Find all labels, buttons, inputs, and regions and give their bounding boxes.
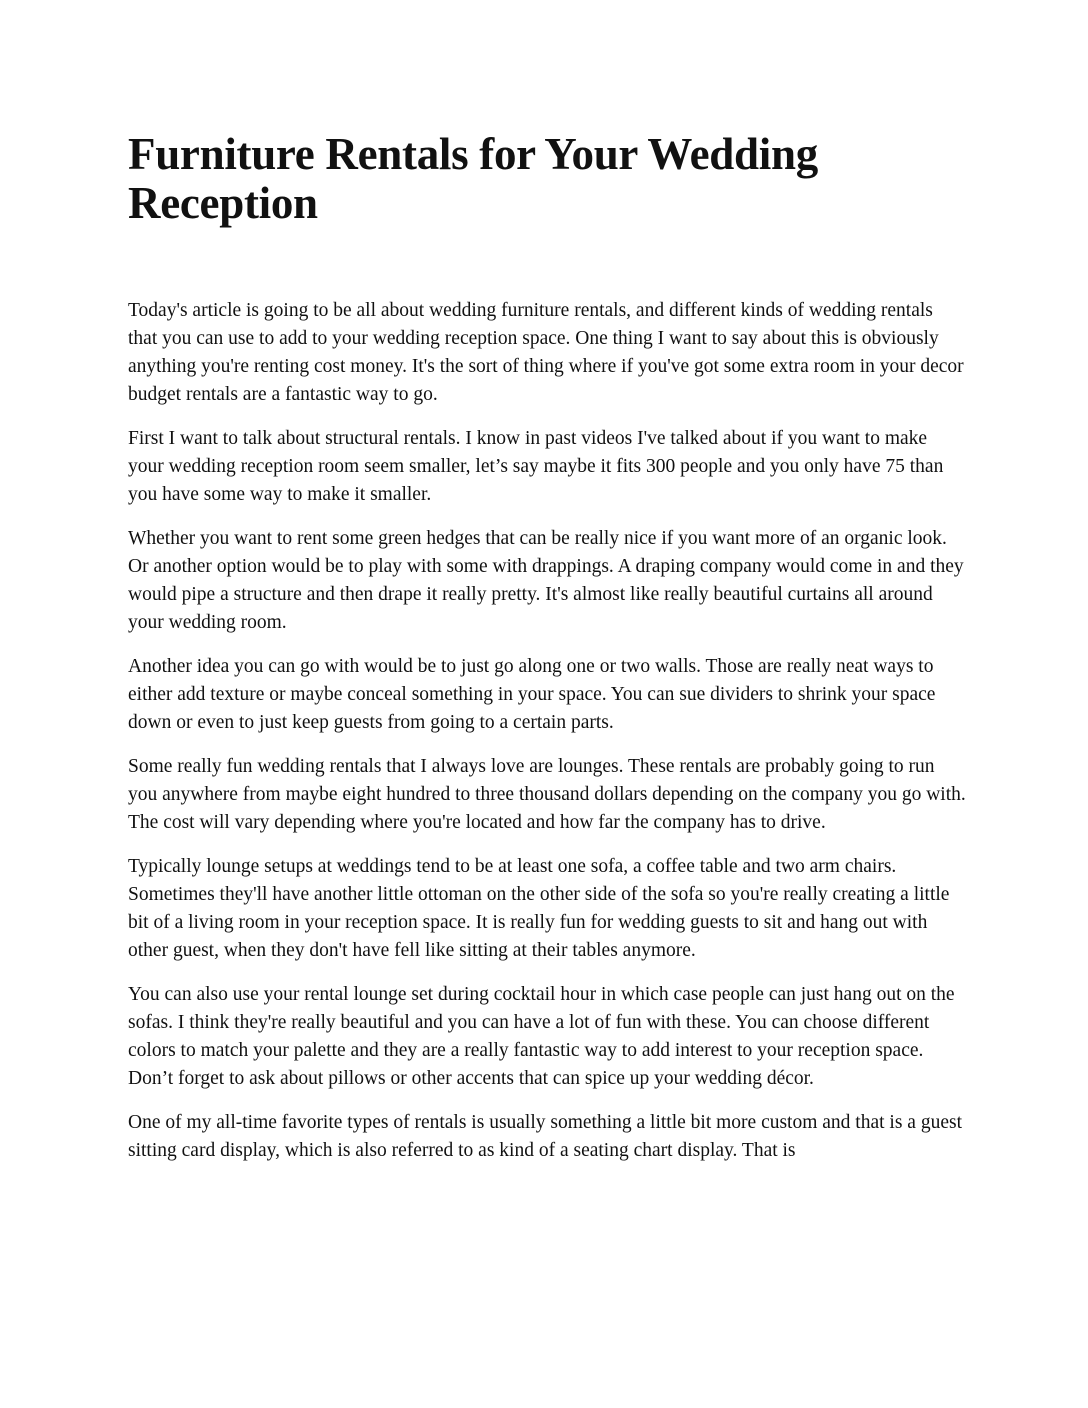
paragraph-1: Today's article is going to be all about wedding furniture rentals, and different kinds of wedding rentals that you can use to add to your wedding reception space. One thing I want to say about this is obviously anything you're renting cost money. It's the sort of thing where if you've got some extra room in your decor budget rentals are a fantastic way to go. [128, 300, 964, 405]
paragraph-7: You can also use your rental lounge set during cocktail hour in which case people can just hang out on the sofas. I think they're really beautiful and you can have a lot of fun with these. You can choose different colors to match your palette and they are a really fantastic way to add interest to your reception space. Don’t forget to ask about pillows or other accents that can spice up your wedding décor. [128, 984, 955, 1089]
document-title: Furniture Rentals for Your Wedding Reception [128, 129, 818, 228]
paragraph-4: Another idea you can go with would be to just go along one or two walls. Those are really neat ways to either add texture or maybe conceal something in your space. You can sue dividers to shrink your space down or even to just keep guests from going to a certain parts. [128, 656, 936, 733]
paragraph-8: One of my all-time favorite types of rentals is usually something a little bit more custom and that is a guest sitting card display, which is also referred to as kind of a seating chart display. That is [128, 1112, 962, 1161]
paragraph-6: Typically lounge setups at weddings tend to be at least one sofa, a coffee table and two arm chairs. Sometimes they'll have another little ottoman on the other side of the sofa so you're really creating a little bit of a living room in your reception space. It is really fun for wedding guests to sit and hang out with other guest, when they don't have fell like sitting at their tables anymore. [128, 856, 950, 961]
paragraph-5: Some really fun wedding rentals that I always love are lounges. These rentals are probably going to run you anywhere from maybe eight hundred to three thousand dollars depending on the company you go with. The cost will vary depending where you're located and how far the company has to drive. [128, 756, 966, 833]
paragraph-2: First I want to talk about structural rentals. I know in past videos I've talked about if you want to make your wedding reception room seem smaller, let’s say maybe it fits 300 people and you only have 75 than you have some way to make it smaller. [128, 428, 944, 505]
paragraph-3: Whether you want to rent some green hedges that can be really nice if you want more of an organic look. Or another option would be to play with some with drappings. A draping company would come in and they would pipe a structure and then drape it really pretty. It's almost like really beautiful curtains all around your wedding room. [128, 528, 964, 633]
article-body [128, 297, 966, 1165]
